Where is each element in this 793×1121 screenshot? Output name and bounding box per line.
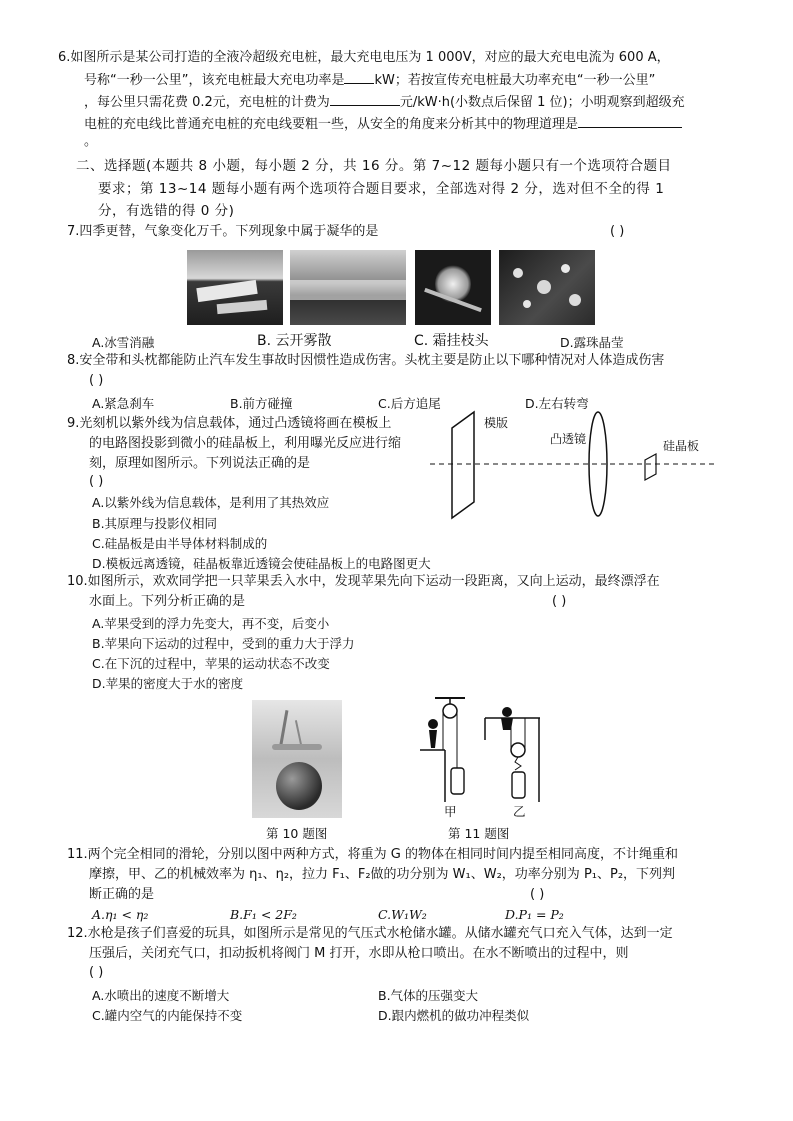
q12-line2: 压强后，关闭充气口，扣动扳机将阀门 M 打开，水即从枪口喷出。在水不断喷出的过程中，则 (89, 946, 629, 961)
q9-line3: 刻，原理如图所示。下列说法正确的是 (89, 456, 311, 471)
q6-line3 (84, 92, 685, 113)
ice-melting-photo (187, 250, 283, 325)
person-jia (428, 719, 438, 729)
fig10-caption: 第 10 题图 (266, 826, 328, 841)
q9-line1: 9.光刻机以紫外线为信息载体，通过凸透镜将画在模板上 (67, 416, 392, 431)
q9-bracket[interactable]: ( ) (89, 474, 104, 489)
q12-option-a[interactable]: A.水喷出的速度不断增大 (92, 988, 230, 1003)
q11-line2: 摩擦，甲、乙的机械效率为 η₁、η₂，拉力 F₁、F₂做的功分别为 W₁、W₂，功率分别为 P₁、P₂，下列判 (89, 867, 676, 882)
q11-line3: 断正确的是 (89, 887, 155, 902)
q6-line2-b: kW；若按宣传充电桩最大功率充电“一秒一公里” (374, 73, 656, 88)
q6-blank-reason[interactable] (578, 114, 682, 128)
q7-option-c[interactable]: C. 霜挂枝头 (414, 333, 489, 349)
q10-bracket[interactable]: ( ) (552, 594, 567, 609)
q8-bracket[interactable]: ( ) (89, 373, 104, 388)
fig11-caption: 第 11 题图 (448, 826, 510, 841)
template-plate (452, 412, 474, 518)
q7-stem: 7.四季更替，气象变化万千。下列现象中属于凝华的是 (67, 224, 379, 239)
section2-line1: 二、选择题(本题共 8 小题，每小题 2 分，共 16 分。第 7~12 题每小题只有一个选项符合题目 (76, 158, 672, 174)
q6-line4 (84, 114, 682, 135)
fig11-label-jia: 甲 (444, 804, 457, 819)
q6-line2 (84, 70, 655, 91)
q7-bracket[interactable]: ( ) (610, 224, 625, 239)
q10-option-a[interactable]: A.苹果受到的浮力先变大，再不变，后变小 (92, 616, 330, 631)
wafer-plate (645, 454, 656, 480)
q8-stem: 8.安全带和头枕都能防止汽车发生事故时因惯性造成伤害。头枕主要是防止以下哪种情况对人体造成伤害 (67, 353, 665, 368)
label-wafer: 硅晶板 (663, 439, 700, 453)
q11-bracket[interactable]: ( ) (530, 887, 545, 902)
q9-line2: 的电路图投影到微小的硅晶板上，利用曝光反应进行缩 (89, 436, 402, 451)
q12-option-d[interactable]: D.跟内燃机的做功冲程类似 (378, 1008, 530, 1023)
q12-bracket[interactable]: ( ) (89, 965, 104, 980)
person-yi (502, 707, 512, 717)
q11-option-b[interactable]: B.F₁ < 2F₂ (230, 907, 297, 922)
q10-option-c[interactable]: C.在下沉的过程中，苹果的运动状态不改变 (92, 656, 330, 671)
q12-line1: 12.水枪是孩子们喜爱的玩具，如图所示是常见的气压式水枪储水罐。从储水罐充气口充入气体，达到一定 (67, 926, 673, 941)
q11-option-a[interactable]: A.η₁ < η₂ (92, 907, 149, 922)
frost-branch-photo (415, 250, 491, 325)
q7-option-b[interactable]: B. 云开雾散 (257, 333, 332, 349)
q12-option-c[interactable]: C.罐内空气的内能保持不变 (92, 1008, 243, 1023)
q6-line3-b: 元/kW·h(小数点后保留 1 位)；小明观察到超级充 (399, 95, 685, 110)
q6-line1: 6.如图所示是某公司打造的全液冷超级充电桩，最大充电电压为 1 000V，对应的最大充电电流为 600 A， (58, 50, 670, 65)
q8-option-b[interactable]: B.前方碰撞 (230, 396, 293, 411)
q12-option-b[interactable]: B.气体的压强变大 (378, 988, 479, 1003)
q11-option-d[interactable]: D.P₁ = P₂ (505, 907, 564, 922)
movable-pulley-yi (511, 743, 525, 757)
q6-line2-a: 号称“一秒一公里”，该充电桩最大充电功率是 (84, 73, 345, 88)
q11-option-c[interactable]: C.W₁W₂ (378, 907, 427, 922)
q6-blank-power[interactable] (344, 70, 374, 84)
pulley-diagram (415, 690, 555, 820)
q8-option-d[interactable]: D.左右转弯 (525, 396, 589, 411)
q9-option-c[interactable]: C.硅晶板是由半导体材料制成的 (92, 536, 268, 551)
q9-option-a[interactable]: A.以紫外线为信息载体，是利用了其热效应 (92, 495, 330, 510)
q8-option-c[interactable]: C.后方追尾 (378, 396, 441, 411)
weight-jia (451, 768, 464, 794)
lithography-diagram (430, 410, 720, 525)
label-lens: 凸透镜 (550, 432, 587, 446)
q6-blank-price[interactable] (330, 92, 400, 106)
label-template: 模版 (484, 416, 509, 430)
q6-line4-text: 电桩的充电线比普通充电桩的充电线要粗一些，从安全的角度来分析其中的物理道理是 (84, 117, 579, 132)
q10-line1: 10.如图所示，欢欢同学把一只苹果丢入水中，发现苹果先向下运动一段距离，又向上运动，最终漂浮在 (67, 574, 660, 589)
dew-drops-photo (499, 250, 595, 325)
weight-yi (512, 772, 525, 798)
q11-line1: 11.两个完全相同的滑轮，分别以图中两种方式，将重为 G 的物体在相同时间内提至相同高度，不计绳重和 (67, 847, 679, 862)
fog-clearing-photo (290, 250, 406, 325)
apple-water-photo (252, 700, 342, 818)
section2-line2: 要求；第 13~14 题每小题有两个选项符合题目要求，全部选对得 2 分，选对但不全的得 1 (98, 181, 665, 197)
q10-option-d[interactable]: D.苹果的密度大于水的密度 (92, 676, 244, 691)
q7-option-a[interactable]: A.冰雪消融 (92, 335, 155, 350)
q6-line5: 。 (84, 134, 98, 149)
q6-line3-a: ，每公里只需花费 0.2元，充电桩的计费为 (84, 95, 330, 110)
q7-option-d[interactable]: D.露珠晶莹 (560, 335, 624, 350)
q9-option-d[interactable]: D.模板远离透镜，硅晶板靠近透镜会使硅晶板上的电路图更大 (92, 556, 431, 571)
fixed-pulley-jia (443, 704, 457, 718)
q10-line2: 水面上。下列分析正确的是 (89, 594, 246, 609)
fig11-label-yi: 乙 (513, 804, 526, 819)
section2-line3: 分，有选错的得 0 分) (98, 203, 235, 219)
q8-option-a[interactable]: A.紧急刹车 (92, 396, 155, 411)
q10-option-b[interactable]: B.苹果向下运动的过程中，受到的重力大于浮力 (92, 636, 355, 651)
q9-option-b[interactable]: B.其原理与投影仪相同 (92, 516, 218, 531)
